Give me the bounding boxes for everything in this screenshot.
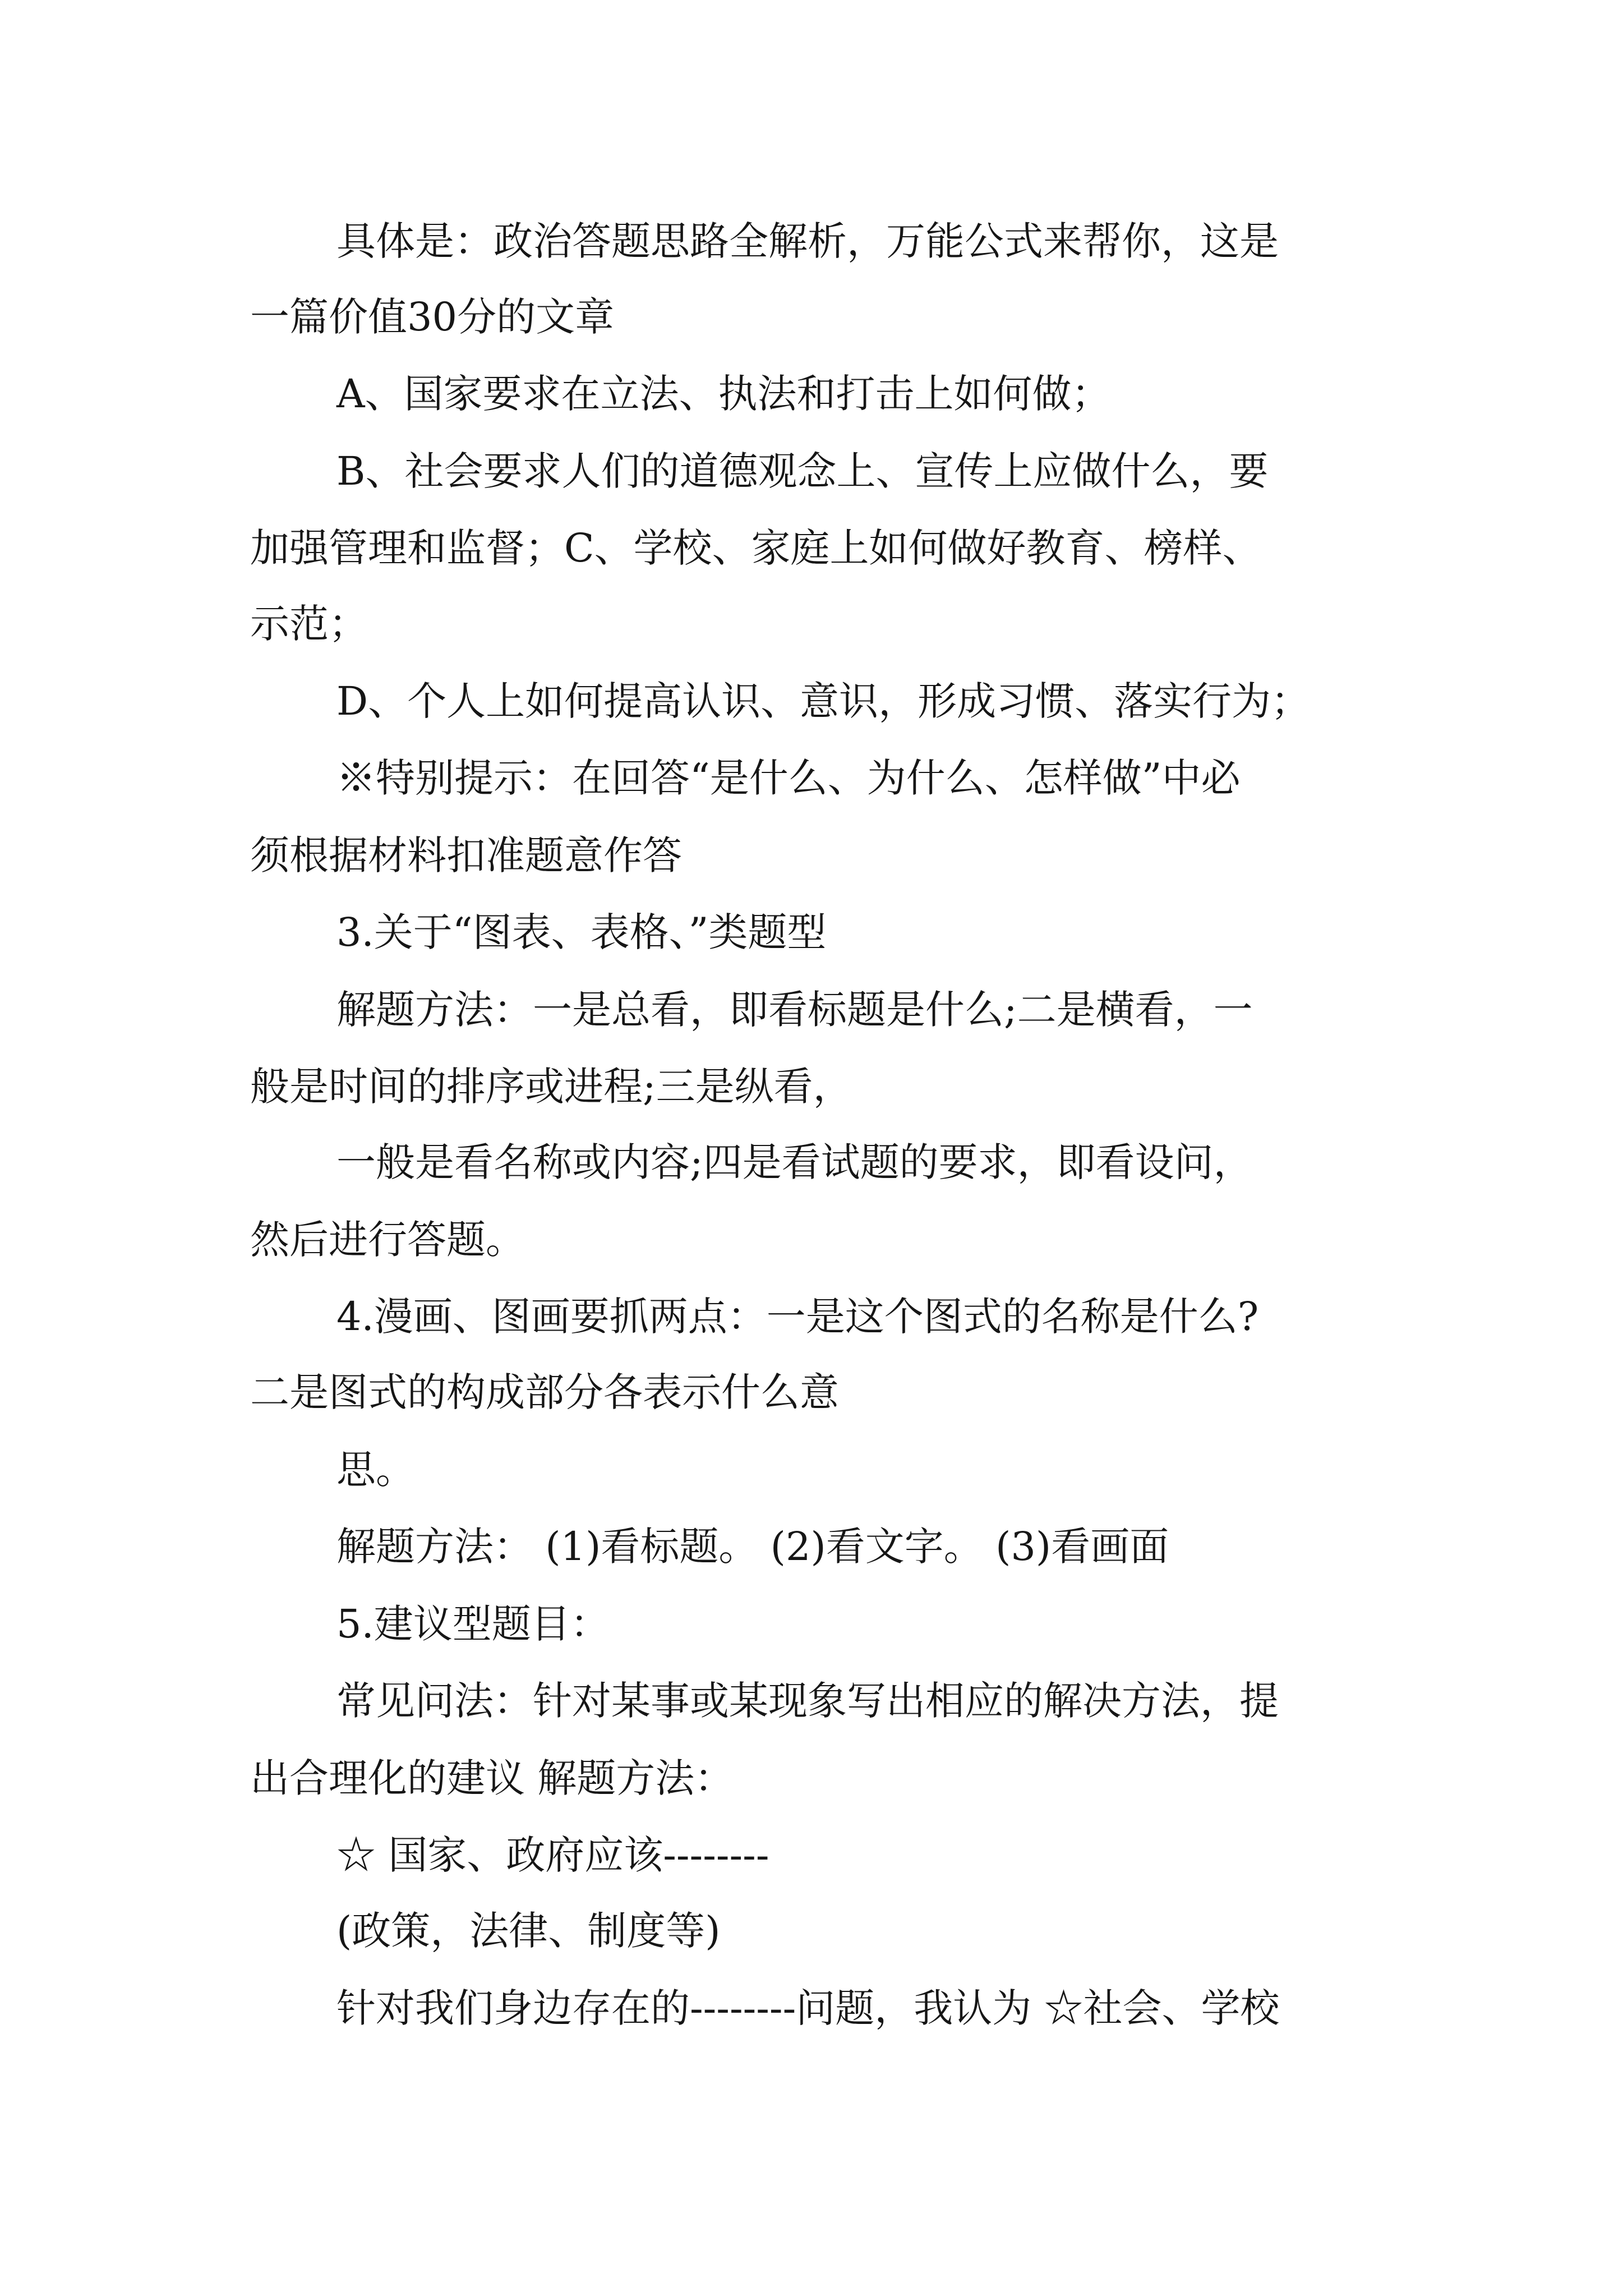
text-line: 出合理化的建议 解题方法： [250, 1755, 734, 1801]
text-line: 3.关于“图表、表格、”类题型 [336, 909, 827, 955]
text-line: 加强管理和监督；C、学校、家庭上如何做好教育、榜样、 [250, 525, 1262, 571]
text-line: ☆ 国家、政府应该-------- [336, 1832, 769, 1878]
text-line: 解题方法：一是总看，即看标题是什么;二是横看，一 [336, 987, 1253, 1033]
text-line: 二是图式的构成部分各表示什么意 [250, 1369, 839, 1415]
text-line: (政策，法律、制度等) [336, 1908, 721, 1954]
text-line: ※特别提示：在回答“是什么、为什么、怎样做”中必 [336, 755, 1241, 801]
text-line: 解题方法： (1)看标题。 (2)看文字。 (3)看画面 [336, 1524, 1169, 1570]
text-line: 示范； [250, 601, 368, 647]
text-line: 具体是：政治答题思路全解析，万能公式来帮你，这是 [336, 218, 1279, 264]
text-line: 然后进行答题。 [250, 1217, 525, 1263]
text-line: 一篇价值30分的文章 [250, 294, 615, 340]
text-line: 5.建议型题目： [336, 1601, 610, 1647]
text-line: D、个人上如何提高认识、意识，形成习惯、落实行为； [336, 678, 1311, 724]
text-line: 般是时间的排序或进程;三是纵看， [250, 1064, 852, 1110]
text-line: A、国家要求在立法、执法和打击上如何做； [336, 371, 1111, 417]
text-line: 常见问法：针对某事或某现象写出相应的解决方法，提 [336, 1678, 1279, 1724]
text-line: 思。 [336, 1447, 415, 1493]
text-line: B、社会要求人们的道德观念上、宣传上应做什么，要 [336, 448, 1269, 494]
text-line: 须根据材料扣准题意作答 [250, 832, 682, 878]
text-line: 针对我们身边存在的--------问题，我认为 ☆社会、学校 [336, 1985, 1280, 2031]
text-line: 4.漫画、图画要抓两点：一是这个图式的名称是什么? [336, 1294, 1259, 1340]
text-line: 一般是看名称或内容;四是看试题的要求，即看设问， [336, 1139, 1253, 1185]
